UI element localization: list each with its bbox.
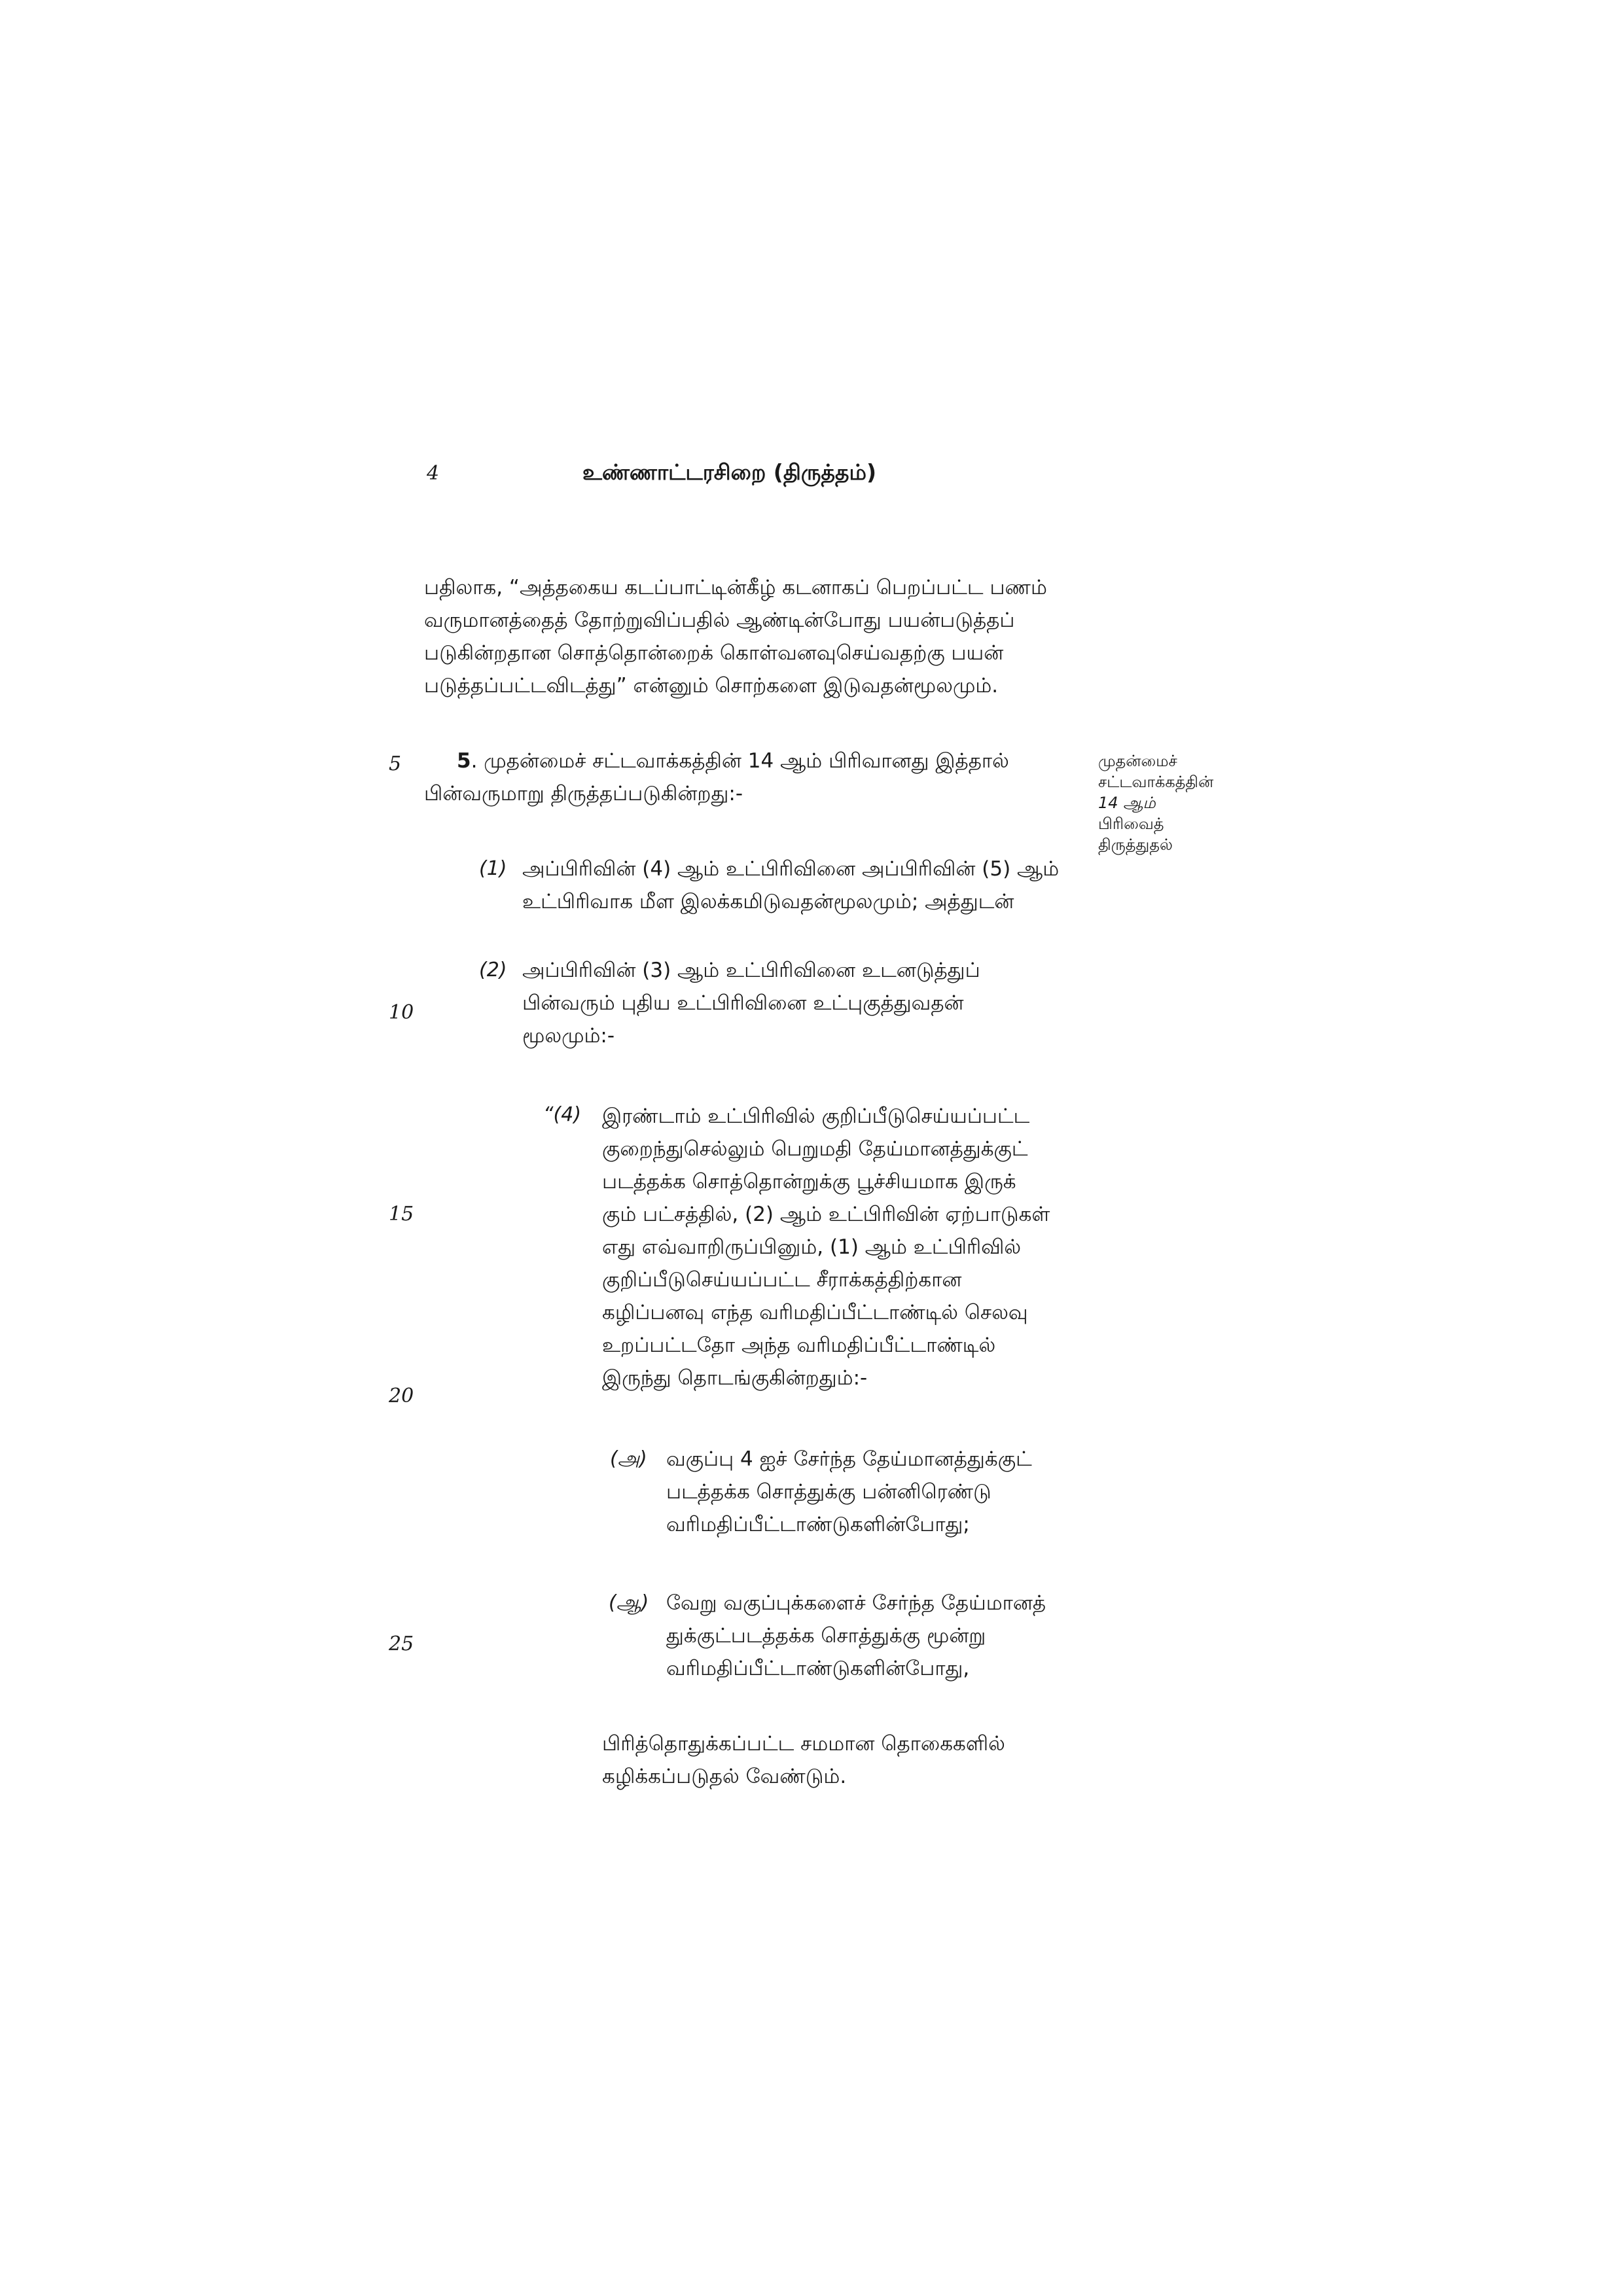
section-5-line-2: பின்வருமாறு திருத்தப்படுகின்றது:- xyxy=(424,782,743,805)
item-line: படத்தக்க சொத்துக்கு பன்னிரெண்டு xyxy=(666,1480,991,1504)
paragraph-line: பின்வரும் புதிய உட்பிரிவினை உட்புகுத்துவதன் xyxy=(522,991,964,1015)
marginal-note-line: சட்டவாக்கத்தின் xyxy=(1098,773,1214,791)
subsection-line: கும் பட்சத்தில், (2) ஆம் உட்பிரிவின் ஏற்பாடுகள் xyxy=(602,1203,1050,1226)
marginal-note-line: முதன்மைச் xyxy=(1098,752,1177,770)
paragraph-label: (1) xyxy=(479,857,507,880)
line-number-10: 10 xyxy=(389,1001,414,1024)
subsection-line: படத்தக்க சொத்தொன்றுக்கு பூச்சியமாக இருக் xyxy=(602,1170,1016,1193)
section-5-line-1: . முதன்மைச் சட்டவாக்கத்தின் 14 ஆம் பிரிவானது இத்தால் xyxy=(471,749,1009,773)
item-line: வகுப்பு 4 ஐச் சேர்ந்த தேய்மானத்துக்குட் xyxy=(666,1447,1032,1471)
marginal-note-line: பிரிவைத் xyxy=(1098,815,1164,833)
line-number-15: 15 xyxy=(389,1203,414,1226)
opening-line: பதிலாக, “அத்தகைய கடப்பாட்டின்கீழ் கடனாகப் பெறப்பட்ட பணம் xyxy=(424,576,1047,599)
closing-line: பிரித்தொதுக்கப்பட்ட சமமான தொகைகளில் xyxy=(602,1732,1005,1756)
line-number-25: 25 xyxy=(389,1633,414,1655)
paragraph-line: உட்பிரிவாக மீள இலக்கமிடுவதன்மூலமும்; அத்துடன் xyxy=(522,890,1014,913)
closing-line: கழிக்கப்படுதல் வேண்டும். xyxy=(602,1765,847,1788)
item-line: வரிமதிப்பீட்டாண்டுகளின்போது, xyxy=(666,1657,970,1680)
opening-line: படுத்தப்பட்டவிடத்து” என்னும் சொற்களை இடுவதன்மூலமும். xyxy=(424,674,999,698)
opening-line: படுகின்றதான சொத்தொன்றைக் கொள்வனவுசெய்வதற்கு பயன் xyxy=(424,641,1004,665)
subsection-label: “(4) xyxy=(543,1103,582,1126)
paragraph-label: (2) xyxy=(479,959,507,981)
item-line: துக்குட்படத்தக்க சொத்துக்கு மூன்று xyxy=(666,1624,986,1648)
subsection-line: எது எவ்வாறிருப்பினும், (1) ஆம் உட்பிரிவில் xyxy=(602,1235,1022,1259)
subsection-line: குறைந்துசெல்லும் பெறுமதி தேய்மானத்துக்குட் xyxy=(602,1137,1028,1161)
subsection-line: உறப்பட்டதோ அந்த வரிமதிப்பீட்டாண்டில் xyxy=(602,1333,996,1357)
line-number-20: 20 xyxy=(389,1385,414,1407)
page-number: 4 xyxy=(427,462,440,485)
item-label: (ஆ) xyxy=(609,1591,649,1614)
opening-line: வருமானத்தைத் தோற்றுவிப்பதில் ஆண்டின்போது பயன்படுத்தப் xyxy=(424,609,1015,632)
item-line: வேறு வகுப்புக்களைச் சேர்ந்த தேய்மானத் xyxy=(666,1591,1046,1615)
subsection-line: இருந்து தொடங்குகின்றதும்:- xyxy=(602,1366,868,1390)
section-number: 5 xyxy=(457,749,471,773)
item-line: வரிமதிப்பீட்டாண்டுகளின்போது; xyxy=(666,1513,970,1536)
page-title: உண்ணாட்டரசிறை (திருத்தம்) xyxy=(582,459,877,485)
marginal-note-line: 14 ஆம் xyxy=(1098,794,1156,812)
subsection-line: இரண்டாம் உட்பிரிவில் குறிப்பீடுசெய்யப்பட்ட xyxy=(602,1104,1030,1128)
paragraph-line: மூலமும்:- xyxy=(522,1024,615,1048)
marginal-note-line: திருத்துதல் xyxy=(1098,836,1173,854)
line-number-5: 5 xyxy=(389,752,402,775)
paragraph-line: அப்பிரிவின் (4) ஆம் உட்பிரிவினை அப்பிரிவின் (5) ஆம் xyxy=(522,857,1060,881)
subsection-line: கழிப்பனவு எந்த வரிமதிப்பீட்டாண்டில் செலவு xyxy=(602,1301,1028,1324)
paragraph-line: அப்பிரிவின் (3) ஆம் உட்பிரிவினை உடனடுத்துப் xyxy=(522,959,980,982)
subsection-line: குறிப்பீடுசெய்யப்பட்ட சீராக்கத்திற்கான xyxy=(602,1268,962,1292)
item-label: (அ) xyxy=(610,1447,647,1470)
